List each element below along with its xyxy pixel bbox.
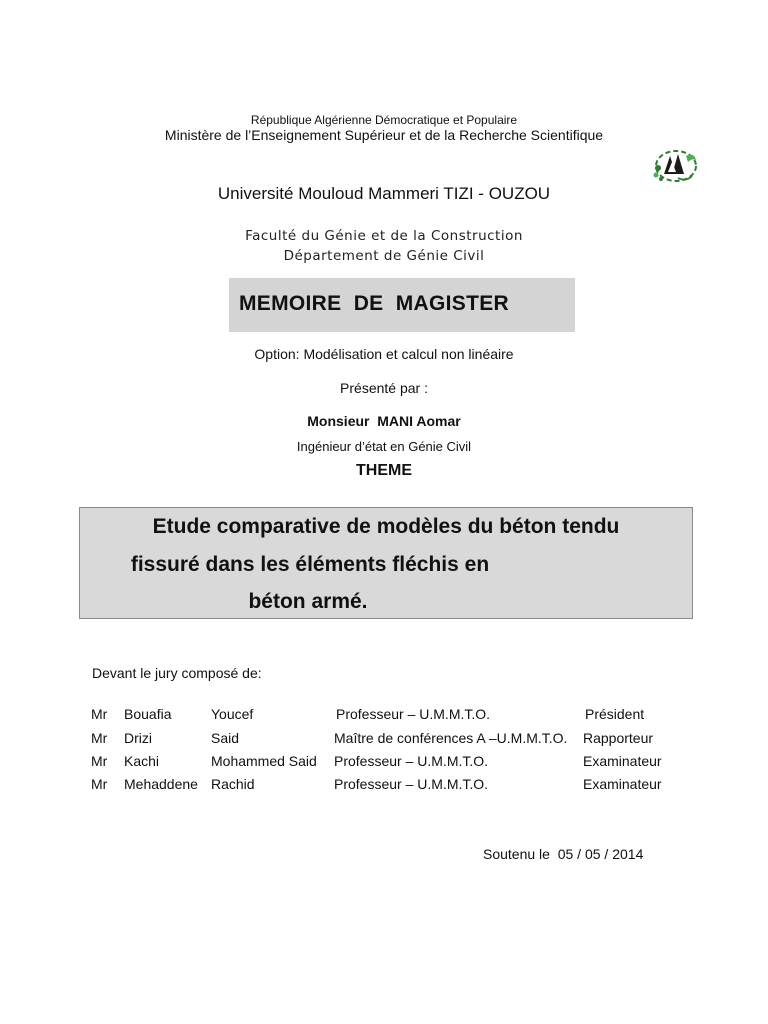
jury-first-name: Rachid (211, 776, 255, 792)
university-name: Université Mouloud Mammeri TIZI - OUZOU (217, 184, 551, 203)
jury-grade: Maître de conférences A –U.M.M.T.O. (334, 730, 568, 746)
jury-intro: Devant le jury composé de: (92, 665, 262, 681)
jury-role: Examinateur (583, 753, 662, 769)
jury-member-row (0, 730, 768, 750)
jury-civility: Mr (91, 730, 108, 746)
memoire-title-box (229, 278, 575, 332)
jury-role: Examinateur (583, 776, 662, 792)
jury-civility: Mr (91, 753, 108, 769)
jury-role: Président (585, 706, 645, 722)
jury-last-name: Mehaddene (124, 776, 198, 792)
jury-grade: Professeur – U.M.M.T.O. (334, 753, 489, 769)
ministry-heading: Ministère de l’Enseignement Supérieur et de la Recherche Scientifique (164, 127, 604, 143)
jury-last-name: Kachi (124, 753, 160, 769)
jury-last-name: Bouafia (124, 706, 172, 722)
jury-role: Rapporteur (583, 730, 654, 746)
defense-date: Soutenu le 05 / 05 / 2014 (483, 846, 644, 862)
author-name: Monsieur MANI Aomar (307, 413, 461, 429)
jury-member-row (0, 706, 768, 726)
author-title: Ingénieur d’état en Génie Civil (296, 439, 472, 454)
jury-grade: Professeur – U.M.M.T.O. (334, 776, 489, 792)
jury-civility: Mr (91, 706, 108, 722)
jury-member-row (0, 776, 768, 796)
jury-member-row (0, 753, 768, 773)
jury-grade: Professeur – U.M.M.T.O. (336, 706, 491, 722)
jury-civility: Mr (91, 776, 108, 792)
jury-last-name: Drizi (124, 730, 152, 746)
faculty-name: Faculté du Génie et de la Construction (245, 228, 523, 244)
theme-title-line-3: béton armé. (248, 590, 368, 613)
memoire-title: MEMOIRE DE MAGISTER (239, 292, 509, 315)
theme-title-line-2: fissuré dans les éléments fléchis en (130, 553, 490, 576)
department-name: Département de Génie Civil (283, 248, 485, 264)
jury-first-name: Youcef (211, 706, 254, 722)
theme-label: THEME (356, 462, 412, 479)
university-logo-icon (648, 144, 700, 188)
presented-by-label: Présenté par : (340, 380, 428, 396)
republic-heading: République Algérienne Démocratique et Populaire (250, 113, 518, 127)
option-text: Option: Modélisation et calcul non linéaire (254, 346, 514, 362)
theme-title-box (79, 507, 693, 619)
jury-first-name: Said (211, 730, 240, 746)
jury-first-name: Mohammed Said (211, 753, 317, 769)
theme-title-line-1: Etude comparative de modèles du béton tendu (152, 515, 620, 538)
